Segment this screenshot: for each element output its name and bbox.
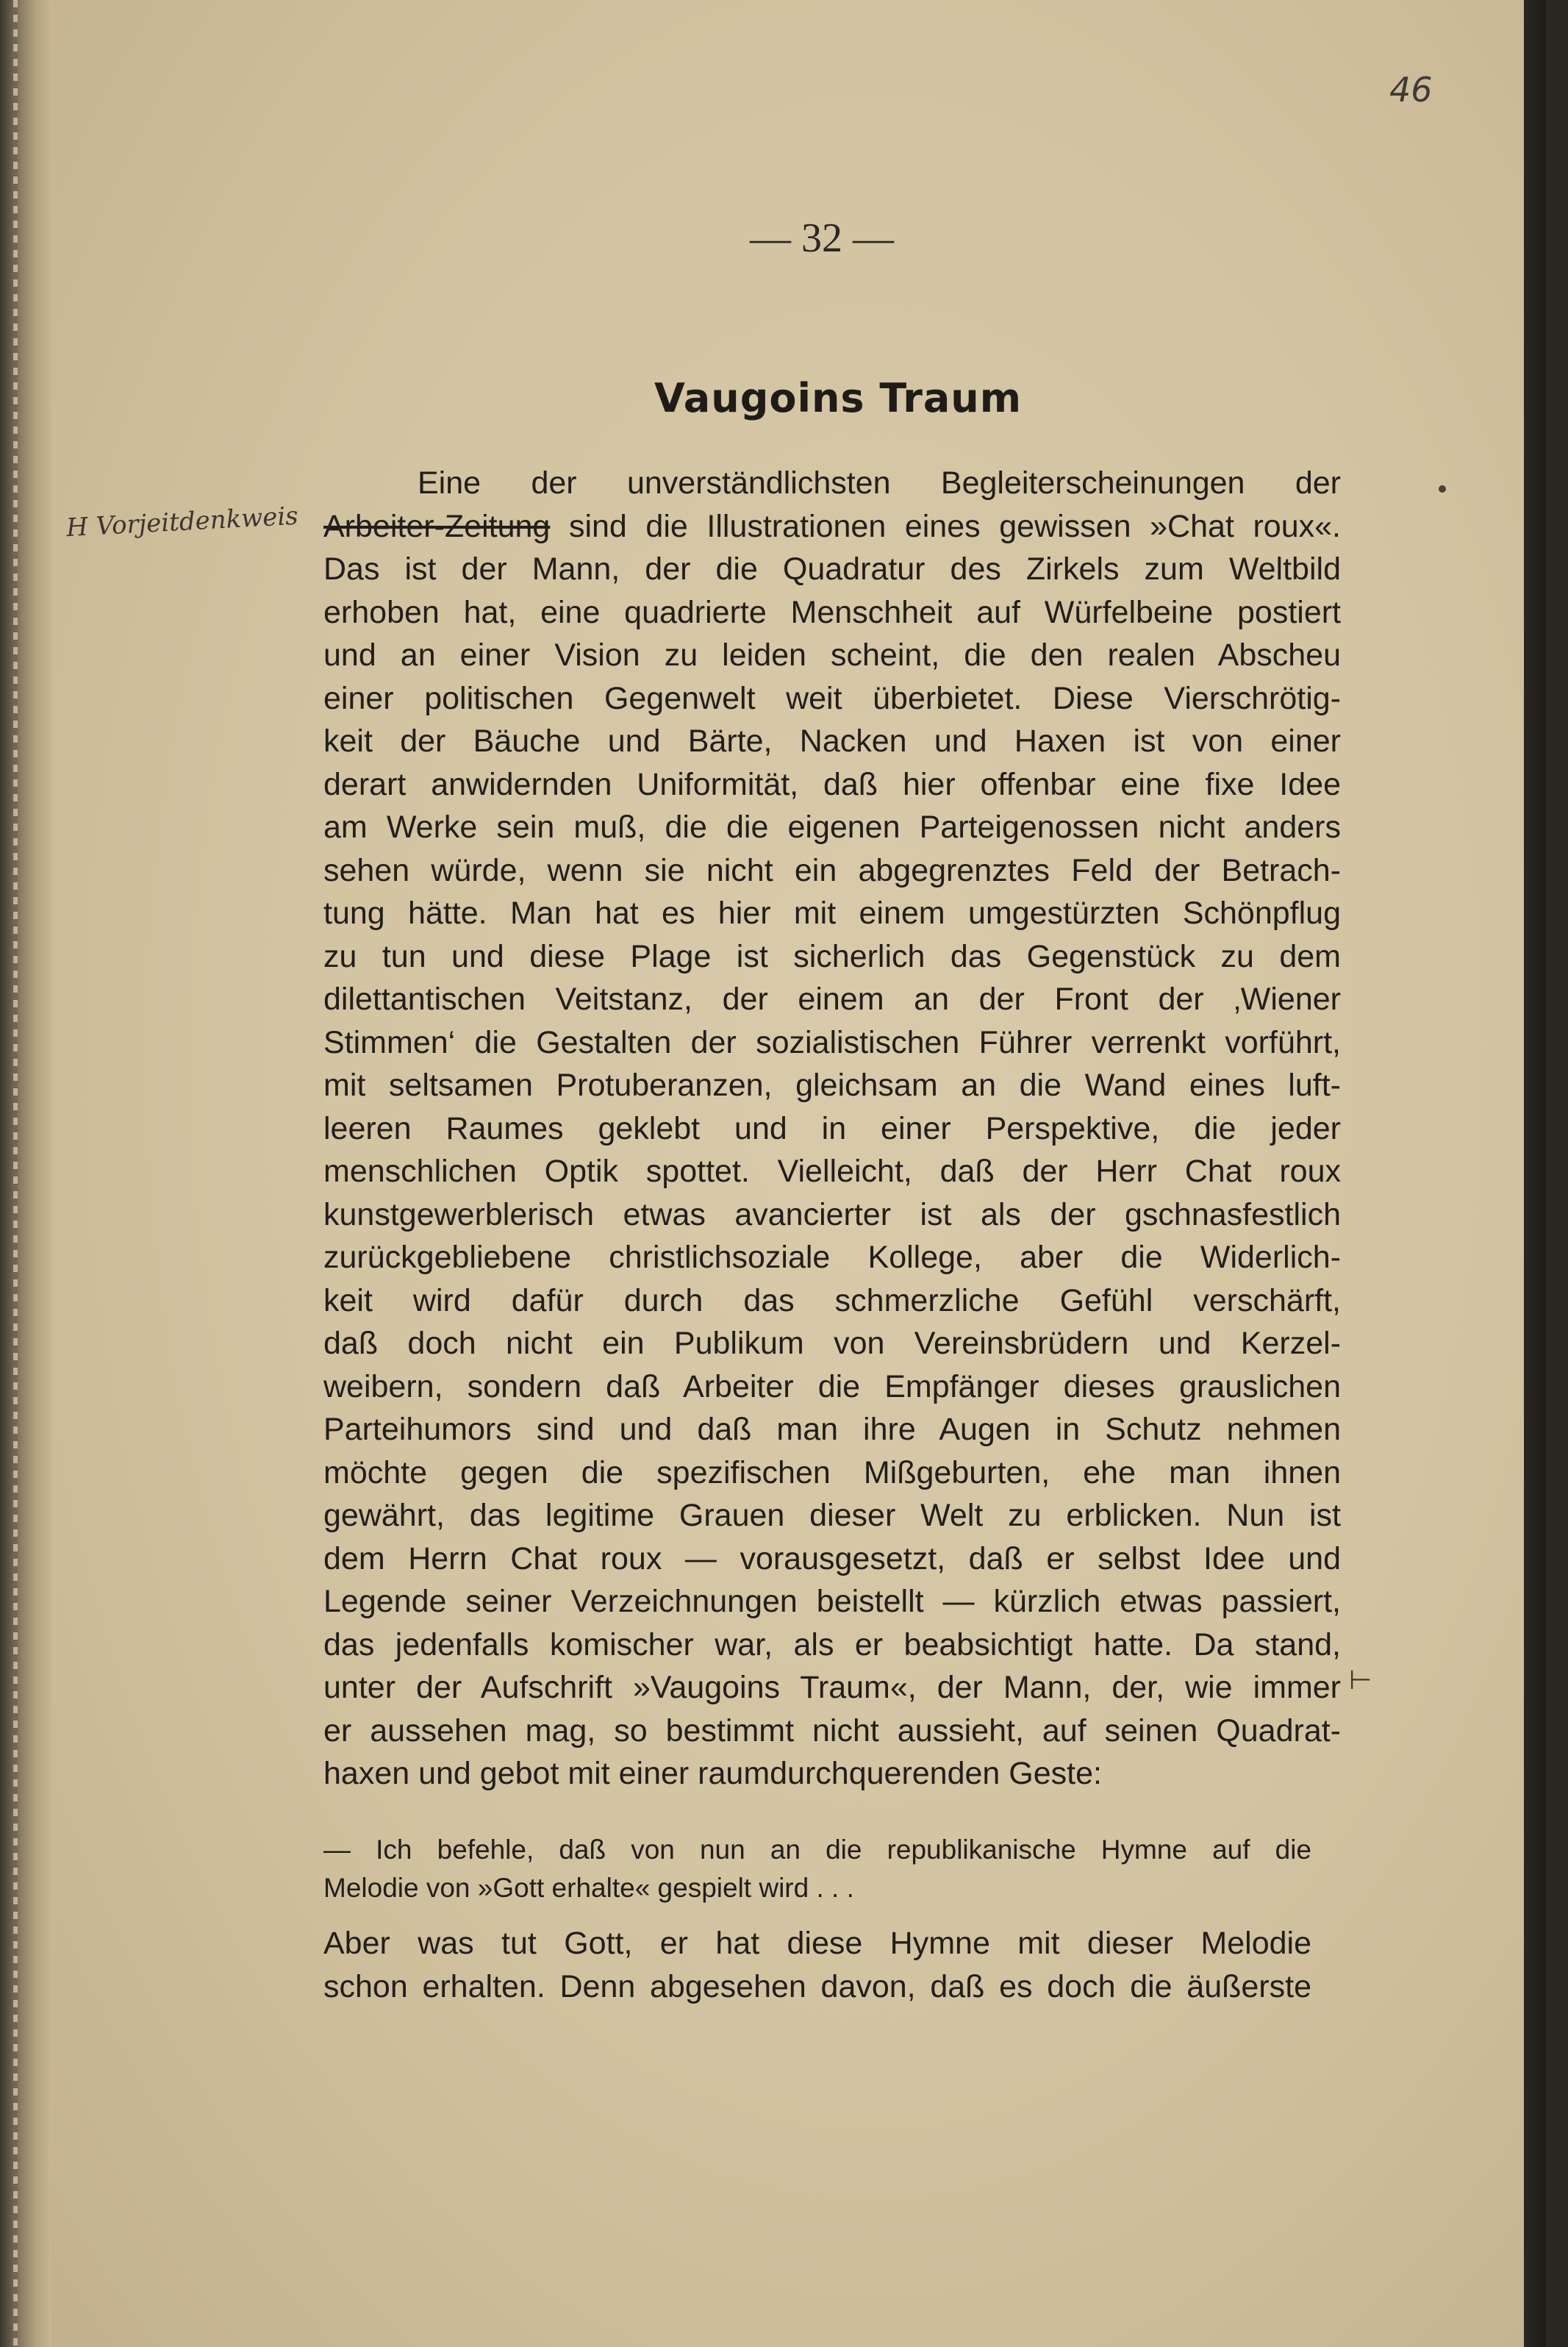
text-line: gewährt, das legitime Grauen dieser Welt zu erblicken. Nun ist — [323, 1498, 1341, 1533]
article-body — [323, 462, 1341, 1796]
article-body-continued — [323, 1922, 1311, 2008]
page-edge — [1524, 0, 1546, 2347]
text-line: das jedenfalls komischer war, als er beabsichtigt hatte. Da stand, — [323, 1626, 1341, 1662]
struck-words: Arbeiter-Zeitung — [323, 508, 551, 544]
handwritten-margin-note: H Vorjeitdenkweis — [65, 501, 299, 543]
quote-line: Melodie von »Gott erhalte« gespielt wird . . . — [323, 1873, 854, 1903]
text-line: mit seltsamen Protuberanzen, gleichsam an die Wand eines luft- — [323, 1068, 1341, 1103]
page-number: — 32 — — [750, 215, 894, 261]
text-line: Parteihumors sind und daß man ihre Augen in Schutz nehmen — [323, 1412, 1341, 1447]
handwritten-folio-number: 46 — [1389, 70, 1433, 110]
text-line: kunstgewerblerisch etwas avancierter ist als der gschnasfestlich — [323, 1196, 1341, 1232]
text-line-with-strike — [323, 505, 1341, 549]
text-line: Stimmen‘ die Gestalten der sozialistischen Führer verrenkt vorführt, — [323, 1024, 1341, 1060]
text-line: keit der Bäuche und Bärte, Nacken und Haxen ist von einer — [323, 724, 1341, 759]
margin-tick-mark: ⊢ — [1349, 1665, 1372, 1696]
margin-dot — [1439, 485, 1446, 493]
text-line: leeren Raumes geklebt und in einer Perspektive, die jeder — [323, 1110, 1341, 1146]
text-line: menschlichen Optik spottet. Vielleicht, daß der Herr Chat roux — [323, 1154, 1341, 1189]
text-line: unter der Aufschrift »Vaugoins Traum«, der Mann, der, wie immer — [323, 1670, 1341, 1705]
text-line: Eine der unverständlichsten Begleiterscheinungen der — [418, 465, 1341, 501]
article-title: Vaugoins Traum — [654, 375, 1023, 421]
text-line: weibern, sondern daß Arbeiter die Empfänger dieses grauslichen — [323, 1368, 1341, 1404]
text-line: er aussehen mag, so bestimmt nicht aussieht, auf seinen Quadrat- — [323, 1712, 1341, 1748]
quoted-passage — [323, 1831, 1311, 1907]
text-line: dilettantischen Veitstanz, der einem an der Front der ‚Wiener — [323, 982, 1341, 1017]
quote-line: — Ich befehle, daß von nun an die republikanische Hymne auf die — [323, 1835, 1311, 1865]
text-line: zu tun und diese Plage ist sicherlich das Gegenstück zu dem — [323, 938, 1341, 974]
text-line: möchte gegen die spezifischen Mißgeburten, ehe man ihnen — [323, 1454, 1341, 1490]
text-line: schon erhalten. Denn abgesehen davon, daß es doch die äußerste — [323, 1968, 1311, 2004]
text-line: am Werke sein muß, die die eigenen Parteigenossen nicht anders — [323, 810, 1341, 845]
text-line: erhoben hat, eine quadrierte Menschheit auf Würfelbeine postiert — [323, 594, 1341, 630]
text-line: sehen würde, wenn sie nicht ein abgegrenztes Feld der Betrach- — [323, 852, 1341, 888]
text-line: Legende seiner Verzeichnungen beistellt — kürzlich etwas passiert, — [323, 1584, 1341, 1619]
text-line: Das ist der Mann, der die Quadratur des Zirkels zum Weltbild — [323, 551, 1341, 587]
text-line: keit wird dafür durch das schmerzliche Gefühl verschärft, — [323, 1282, 1341, 1318]
text-line: derart anwidernden Uniformität, daß hier offenbar eine fixe Idee — [323, 766, 1341, 802]
text-line: zurückgebliebene christlichsoziale Kollege, aber die Widerlich- — [323, 1240, 1341, 1275]
text-line: haxen und gebot mit einer raumdurchquerenden Geste: — [323, 1756, 1102, 1791]
text-line: Aber was tut Gott, er hat diese Hymne mit dieser Melodie — [323, 1926, 1311, 1961]
text-line: einer politischen Gegenwelt weit überbietet. Diese Vierschrötig- — [323, 680, 1341, 716]
text-line-rest: sind die Illustrationen eines gewissen »Chat roux«. — [568, 508, 1341, 544]
text-line: und an einer Vision zu leiden scheint, die den realen Abscheu — [323, 637, 1341, 673]
text-line: tung hätte. Man hat es hier mit einem umgestürzten Schönpflug — [323, 896, 1341, 931]
binding-stitch — [13, 0, 18, 2347]
book-binding — [0, 0, 51, 2347]
text-line: dem Herrn Chat roux — vorausgesetzt, daß er selbst Idee und — [323, 1540, 1341, 1576]
text-line: daß doch nicht ein Publikum von Vereinsbrüdern und Kerzel- — [323, 1326, 1341, 1361]
